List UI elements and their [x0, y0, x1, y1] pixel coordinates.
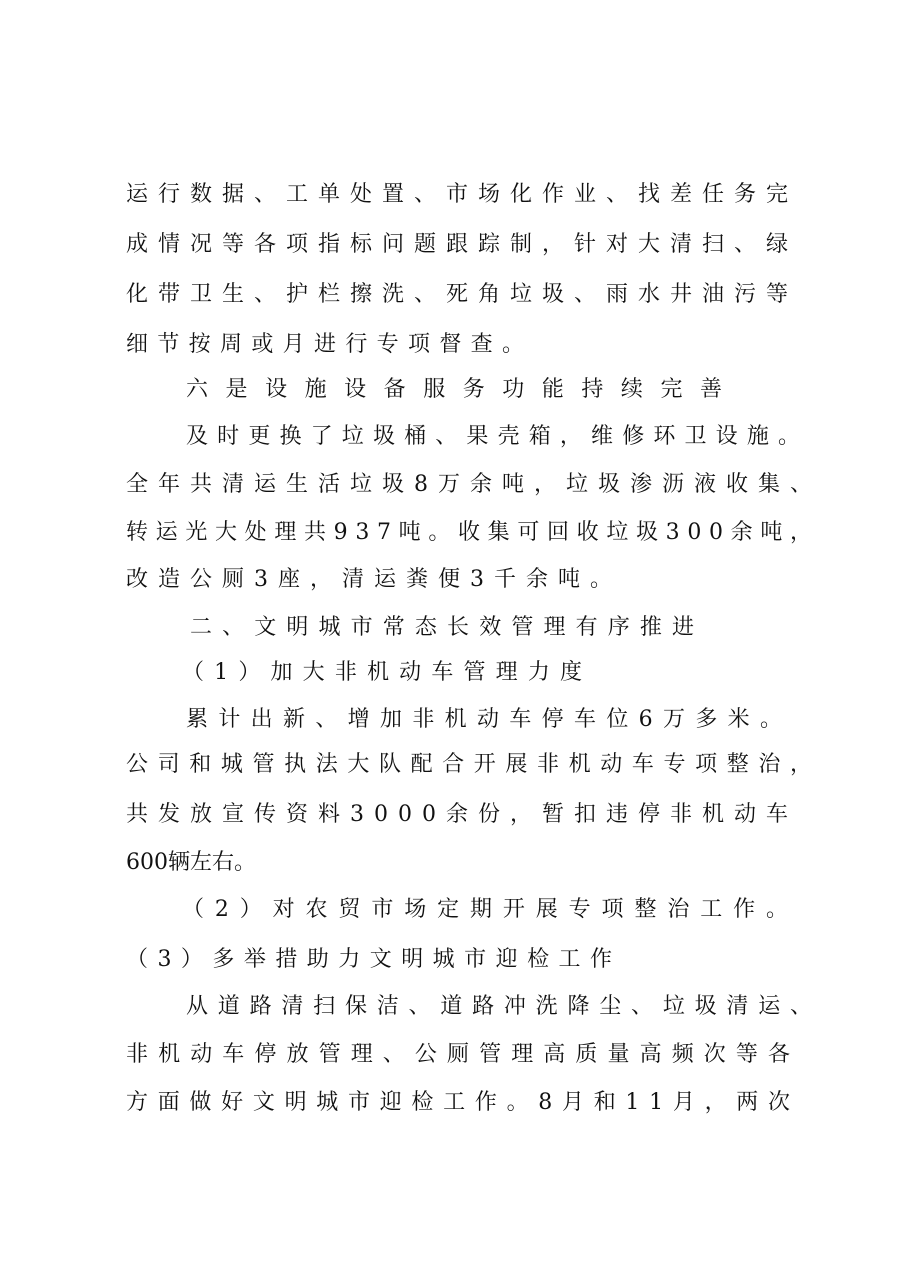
section-heading: 六是设施设备服务功能持续完善 [186, 377, 740, 402]
text-line: 600辆左右。 [126, 850, 256, 875]
text-line: 改造公厕3座，清运粪便3千余吨。 [126, 567, 622, 592]
text-line: 及时更换了垃圾桶、果壳箱，维修环卫设施。 [186, 424, 810, 449]
text-line: 成情况等各项指标问题跟踪制，针对大清扫、绿 [126, 232, 798, 257]
subsection-heading: （1）加大非机动车管理力度 [182, 660, 593, 685]
text-line: 从道路清扫保洁、道路冲洗降尘、垃圾清运、 [186, 994, 822, 1019]
text-line: 运行数据、工单处置、市场化作业、找差任务完 [126, 182, 798, 207]
text-line: 公司和城管执法大队配合开展非机动车专项整治， [126, 752, 822, 777]
text-line: 累计出新、增加非机动车停车位6万多米。 [186, 707, 793, 732]
text-line: 化带卫生、护栏擦洗、死角垃圾、雨水井油污等 [126, 282, 798, 307]
text-line: 转运光大处理共937吨。收集可回收垃圾300余吨， [126, 520, 820, 545]
text-line: 方面做好文明城市迎检工作。8月和11月，两次 [126, 1090, 800, 1115]
text-line: 全年共清运生活垃圾8万余吨，垃圾渗沥液收集、 [126, 472, 822, 497]
subsection-heading: （3）多举措助力文明城市迎检工作 [126, 947, 622, 972]
text-line: 共发放宣传资料3000余份，暂扣违停非机动车 [126, 802, 798, 827]
text-line: 非机动车停放管理、公厕管理高质量高频次等各 [126, 1042, 801, 1067]
section-heading: 二、文明城市常态长效管理有序推进 [190, 615, 705, 640]
text-line: 细节按周或月进行专项督查。 [126, 332, 534, 357]
subsection-heading: （2）对农贸市场定期开展专项整治工作。 [182, 897, 799, 922]
